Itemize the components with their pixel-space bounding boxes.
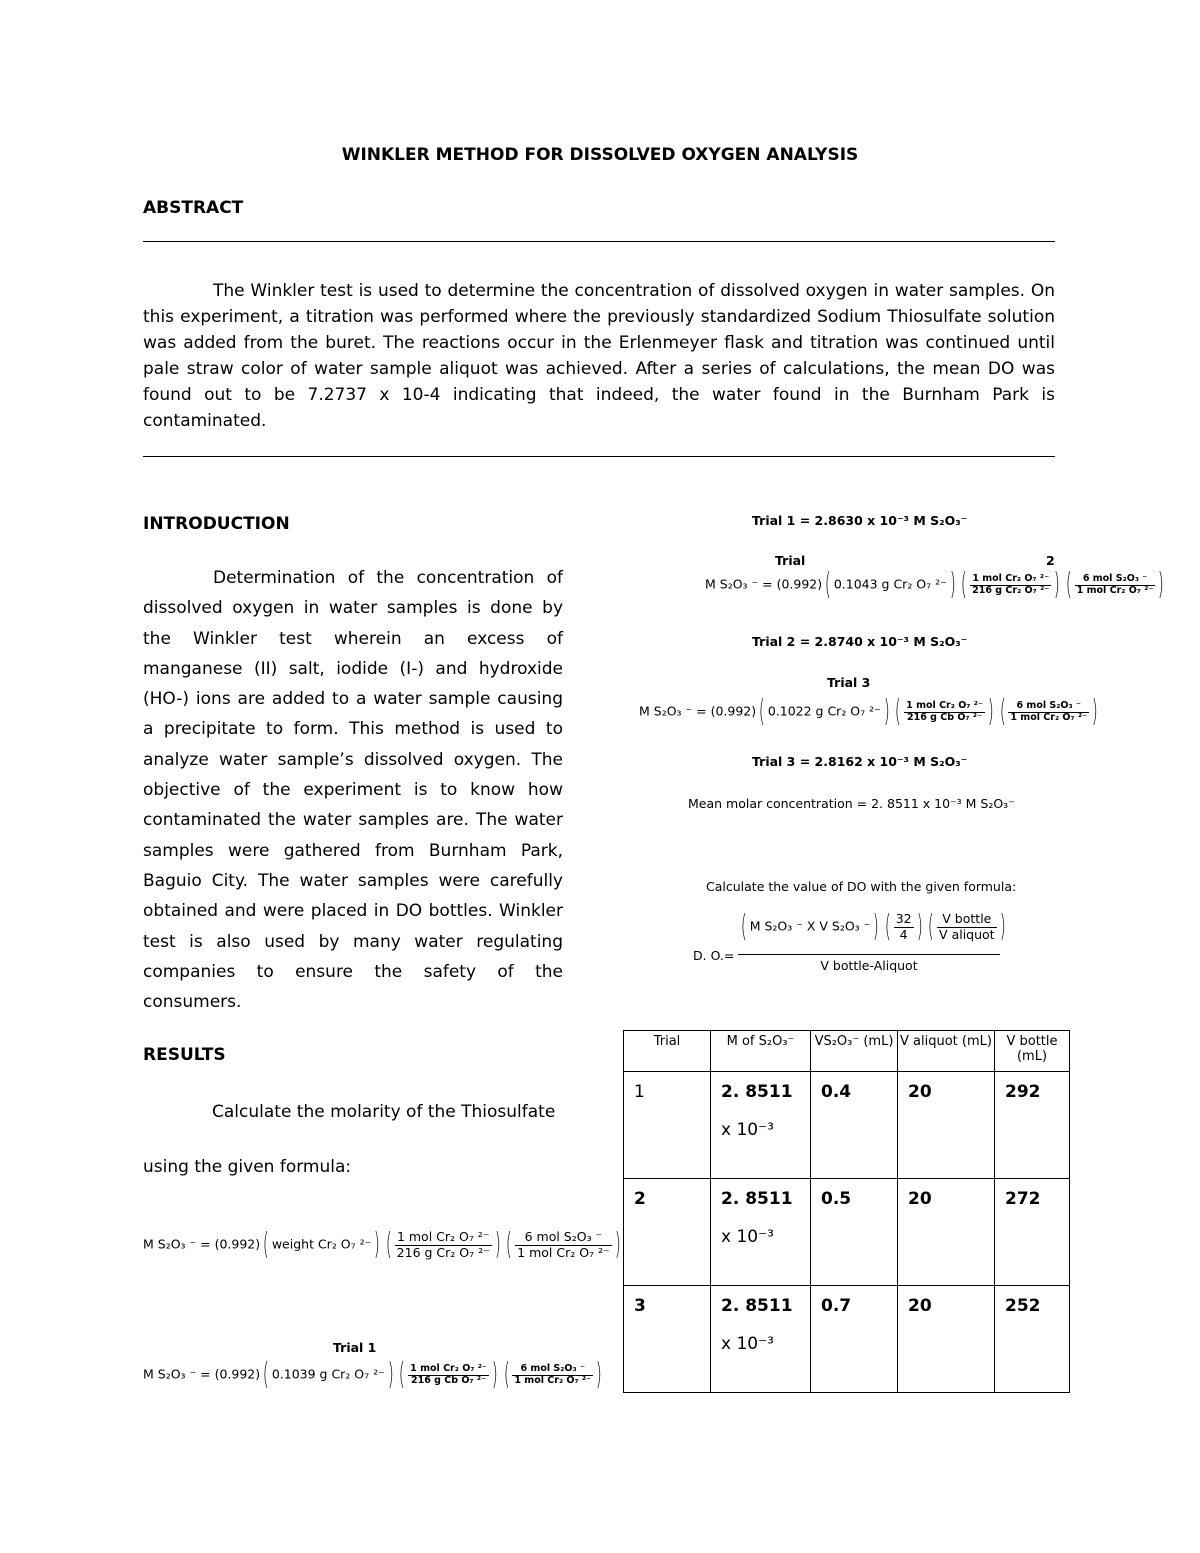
trial-1-label: Trial 1 — [333, 1340, 377, 1355]
trial-2-frac2-num: 6 mol S₂O₃ ⁻ — [1075, 574, 1156, 586]
trial-2-lhs: M S₂O₃ — [705, 576, 748, 592]
general-formula: M S₂O₃ ⁻ = (0.992)( weight Cr₂ O₇ ²⁻) ( $\frac{\text{1 mol Cr₂ O₇ ²⁻}}{\text{216 g Cr₂ O₇ ²⁻}}$ ) ( $\frac{\text{6 mol S₂O₃ ⁻}}{\text{1 mol Cr₂ O₇ ²⁻}}$ ) — [143, 1227, 621, 1262]
do-intro: Calculate the value of DO with the given formula: — [706, 879, 1017, 894]
do-lhs: D. O.= — [693, 948, 735, 963]
trial-1-fraction-1 — [408, 1364, 489, 1387]
abstract-text: The Winkler test is used to determine the concentration of dissolved oxygen in water samples. On this experiment, a titration was performed where the previously standardized Sodium Thiosulfate solution was added from the buret. The reactions occur in the Erlenmeyer flask and titration was continued until pale straw color of water sample aliquot was achieved. After a series of calculations, the mean DO was found out to be 7.2737 x 10-4 indicating that indeed, the water found in the Burnham Park is contaminated. — [143, 281, 1055, 431]
trial-2-mid: ⁻ = (0.992) — [751, 576, 823, 592]
formula-lhs: M S₂O₃ — [143, 1236, 186, 1252]
introduction-text: Determination of the concentration of dissolved oxygen in water samples is done by the Winkler test wherein an excess of manganese (II) salt, iodide (I-) and hydroxide (HO-) ions are added to a water sample causing a precipitate to form. This method is used to analyze water sample’s dissolved oxygen. The objective of the experiment is to know how contaminated the water samples are. The water samples were gathered from Burnham Park, Baguio City. The water samples were carefully obtained and were placed in DO bottles. Winkler test is also used by many water regulating companies to ensure the safety of the consumers. — [143, 568, 563, 1013]
trial-1-frac2-den: 1 mol Cr₂ O₇ ²⁻ — [514, 1374, 592, 1386]
trial-3-fraction-2 — [1008, 701, 1089, 724]
trial-2-frac1-num: 1 mol Cr₂ O₇ ²⁻ — [970, 574, 1051, 586]
cell-volume: 0.7 — [811, 1286, 898, 1393]
results-heading: RESULTS — [143, 1045, 226, 1065]
cell-molarity — [711, 1286, 811, 1393]
fraction-2-num: 6 mol S₂O₃ ⁻ — [515, 1230, 611, 1245]
table-row — [624, 1179, 1070, 1286]
trial-1-fraction-2 — [512, 1364, 593, 1387]
fraction-2 — [515, 1230, 611, 1260]
do-numerator: ( M S₂O₃ ⁻ X V S₂O₃ ⁻) ( $\frac{32}{4}$ ) ( $\frac{\text{V bottle}}{\text{V aliquot}}$ ) — [740, 909, 1006, 944]
do-f1-num: 32 — [895, 911, 912, 927]
cell-aliquot: 20 — [898, 1072, 995, 1179]
cell-volume: 0.4 — [811, 1072, 898, 1179]
trial-3-weight: 0.1022 g Cr₂ O₇ ²⁻ — [767, 703, 881, 719]
header-molarity: M of S₂O₃⁻ — [711, 1031, 811, 1072]
trial-3-frac2-num: 6 mol S₂O₃ ⁻ — [1008, 701, 1089, 713]
trial-2-frac1-den: 216 g Cr₂ O₇ ²⁻ — [972, 584, 1050, 596]
do-f2-num: V bottle — [937, 912, 997, 927]
trial-1-mid: ⁻ = (0.992) — [189, 1366, 261, 1382]
trial-3-frac1-num: 1 mol Cr₂ O₇ ²⁻ — [906, 699, 983, 711]
do-num-a: M S₂O₃ — [749, 918, 793, 934]
fraction-1-den: 216 g Cr₂ O₇ ²⁻ — [396, 1244, 490, 1260]
cell-molarity — [711, 1072, 811, 1179]
results-table — [623, 1030, 1070, 1393]
trial-3-label: Trial 3 — [827, 675, 871, 690]
trial-2-weight: 0.1043 g Cr₂ O₇ ²⁻ — [833, 576, 947, 592]
cell-aliquot: 20 — [898, 1286, 995, 1393]
do-fraction-2 — [937, 912, 997, 942]
table-row — [624, 1286, 1070, 1393]
do-f1-den: 4 — [899, 926, 908, 942]
trial-2-result: Trial 2 = 2.8740 x 10⁻³ M S₂O₃⁻ — [752, 634, 968, 649]
do-num-b: ⁻ X V S₂O₃ ⁻ — [796, 918, 871, 934]
trial-1-weight: 0.1039 g Cr₂ O₇ ²⁻ — [271, 1366, 385, 1382]
trial-3-fraction-1 — [904, 701, 985, 724]
trial-3-lhs: M S₂O₃ — [639, 703, 682, 719]
table-header-row — [624, 1031, 1070, 1072]
header-trial: Trial — [624, 1031, 711, 1072]
trial-1-frac1-num: 1 mol Cr₂ O₇ ²⁻ — [410, 1362, 487, 1374]
cell-molarity-exponent: x 10⁻³ — [721, 1120, 774, 1140]
cell-molarity-exponent: x 10⁻³ — [721, 1227, 774, 1247]
do-denominator: V bottle-Aliquot — [820, 958, 918, 973]
mean-concentration: Mean molar concentration = 2. 8511 x 10⁻³ M S₂O₃⁻ — [688, 796, 1015, 811]
cell-bottle: 252 — [995, 1286, 1070, 1393]
trial-2-label-b: 2 — [1046, 553, 1055, 568]
trial-3-mid: ⁻ = (0.992) — [685, 703, 757, 719]
do-fraction-bar — [738, 954, 1000, 955]
formula-weight: weight Cr₂ O₇ ²⁻ — [271, 1236, 372, 1252]
cell-molarity — [711, 1179, 811, 1286]
trial-1-formula: M S₂O₃ ⁻ = (0.992)( 0.1039 g Cr₂ O₇ ²⁻) ( $\frac{\text{1 mol Cr₂ O₇ ²⁻}}{\text{216 g Cb O₇ ²⁻}}$ ) ( $\frac{\text{6 mol S₂O₃ ⁻}}{\text{1 mol Cr₂ O₇ ²⁻}}$ ) — [143, 1357, 602, 1392]
trial-2-formula: M S₂O₃ ⁻ = (0.992)( 0.1043 g Cr₂ O₇ ²⁻) ( $\frac{\text{1 mol Cr₂ O₇ ²⁻}}{\text{216 g Cr₂ O₇ ²⁻}}$ ) ( $\frac{\text{6 mol S₂O₃ ⁻}}{\text{1 mol Cr₂ O₇ ²⁻}}$ ) — [705, 567, 1165, 602]
header-volume-bottle: V bottle (mL) — [995, 1031, 1070, 1072]
cell-trial: 1 — [624, 1072, 711, 1179]
page-title: WINKLER METHOD FOR DISSOLVED OXYGEN ANALYSIS — [341, 145, 859, 165]
fraction-1-num: 1 mol Cr₂ O₇ ²⁻ — [395, 1230, 492, 1245]
trial-3-frac2-den: 1 mol Cr₂ O₇ ²⁻ — [1010, 711, 1088, 723]
trial-1-frac1-den: 216 g Cb O₇ ²⁻ — [411, 1374, 487, 1386]
header-volume-aliquot: V aliquot (mL) — [898, 1031, 995, 1072]
divider-top — [143, 241, 1055, 242]
results-line-1: Calculate the molarity of the Thiosulfate — [212, 1102, 556, 1122]
trial-3-frac1-den: 216 g Cb O₇ ²⁻ — [907, 711, 983, 723]
trial-3-result: Trial 3 = 2.8162 x 10⁻³ M S₂O₃⁻ — [752, 754, 968, 769]
do-f2-den: V aliquot — [939, 926, 995, 942]
trial-3-formula: M S₂O₃ ⁻ = (0.992)( 0.1022 g Cr₂ O₇ ²⁻) ( $\frac{\text{1 mol Cr₂ O₇ ²⁻}}{\text{216 g Cb O₇ ²⁻}}$ ) ( $\frac{\text{6 mol S₂O₃ ⁻}}{\text{1 mol Cr₂ O₇ ²⁻}}$ ) — [639, 694, 1098, 729]
cell-trial: 2 — [624, 1179, 711, 1286]
trial-2-label-a: Trial — [775, 553, 806, 568]
fraction-2-den: 1 mol Cr₂ O₇ ²⁻ — [517, 1244, 610, 1260]
cell-aliquot: 20 — [898, 1179, 995, 1286]
fraction-1 — [395, 1230, 492, 1260]
cell-bottle: 292 — [995, 1072, 1070, 1179]
trial-1-lhs: M S₂O₃ — [143, 1366, 186, 1382]
header-volume-thiosulfate: VS₂O₃⁻ (mL) — [811, 1031, 898, 1072]
cell-bottle: 272 — [995, 1179, 1070, 1286]
cell-molarity-value: 2. 8511 — [721, 1189, 793, 1209]
formula-mid: ⁻ = (0.992) — [189, 1236, 261, 1252]
cell-molarity-value: 2. 8511 — [721, 1296, 793, 1316]
introduction-heading: INTRODUCTION — [143, 514, 290, 534]
do-fraction-1 — [894, 912, 914, 942]
divider-bottom — [143, 456, 1055, 457]
cell-volume: 0.5 — [811, 1179, 898, 1286]
abstract-heading: ABSTRACT — [143, 198, 244, 218]
trial-1-result: Trial 1 = 2.8630 x 10⁻³ M S₂O₃⁻ — [752, 513, 968, 528]
cell-molarity-exponent: x 10⁻³ — [721, 1334, 774, 1354]
trial-2-frac2-den: 1 mol Cr₂ O₇ ²⁻ — [1076, 584, 1154, 596]
trial-2-fraction-1 — [970, 574, 1051, 597]
results-line-2: using the given formula: — [143, 1157, 352, 1177]
trial-1-frac2-num: 6 mol S₂O₃ ⁻ — [512, 1364, 593, 1376]
cell-trial: 3 — [624, 1286, 711, 1393]
cell-molarity-value: 2. 8511 — [721, 1082, 793, 1102]
table-row — [624, 1072, 1070, 1179]
trial-2-fraction-2 — [1075, 574, 1156, 597]
